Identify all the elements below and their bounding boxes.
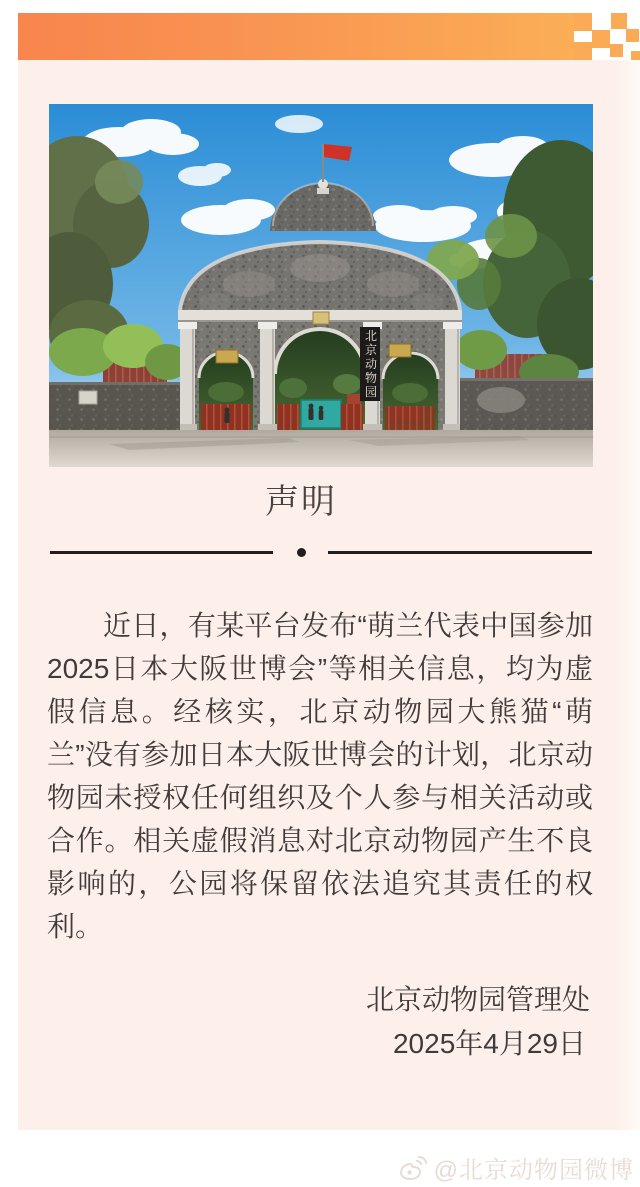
watermark [400,1150,634,1185]
divider-line-left [50,551,273,554]
pavement [49,430,593,467]
statement-title: 声明 [265,483,337,521]
zoo-name-sign [360,327,380,401]
divider-line-right [328,551,592,554]
statement-signature: 北京动物园管理处 [365,984,590,1015]
statement-date: 2025年4月29日 [392,1028,586,1059]
statement-body: 近日，有某平台发布“萌兰代表中国参加2025日本大阪世博会”等相关信息，均为虚假信息。经核实，北京动物园大熊猫“萌兰”没有参加日本大阪世博会的计划，北京动物园未授权任何组织及个人参与相关活动或合作。相关虚假消息对北京动物园产生不良影响的，公园将保留依法追究其责任的权利。 [47,610,593,942]
watermark-text: @北京动物园微博 [433,1157,634,1184]
weibo-logo-icon [400,1156,427,1180]
title-divider [50,548,592,557]
header-bar [18,13,574,60]
zoo-name-sign-text: 北京动物园 [365,329,378,399]
divider-dot [297,548,306,557]
zoo-gate-photo [49,104,593,467]
